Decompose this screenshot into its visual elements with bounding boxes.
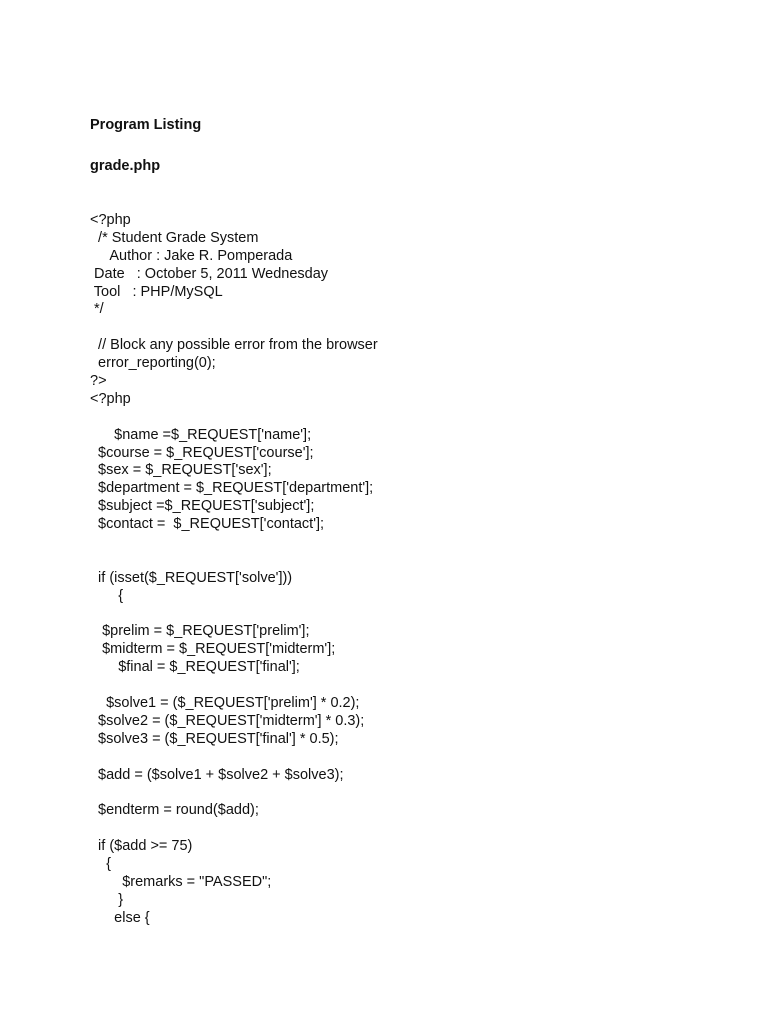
code-line [90, 677, 378, 695]
code-line: $name =$_REQUEST['name']; [90, 426, 312, 443]
code-line: } [90, 891, 124, 908]
code-line [90, 552, 378, 570]
code-line: $endterm = round($add); [90, 802, 259, 819]
code-line [90, 606, 378, 624]
code-line: if ($add >= 75) [90, 838, 193, 855]
code-line: Tool : PHP/MySQL [90, 283, 223, 300]
code-line: /* Student Grade System [90, 229, 259, 246]
page-title: Program Listing [90, 117, 202, 133]
code-line: error_reporting(0); [90, 355, 216, 372]
code-line: <?php [90, 212, 131, 228]
code-line [90, 785, 378, 803]
code-line: { [90, 587, 124, 604]
code-line: if (isset($_REQUEST['solve'])) [90, 569, 293, 586]
code-line: $prelim = $_REQUEST['prelim']; [90, 623, 310, 640]
code-line: $remarks = "PASSED"; [90, 873, 272, 890]
code-line: <?php [90, 390, 131, 407]
code-line: $add = ($solve1 + $solve2 + $solve3); [90, 766, 344, 783]
code-line [90, 749, 378, 767]
code-line: Author : Jake R. Pomperada [90, 247, 293, 264]
code-line: { [90, 856, 111, 873]
code-line: $department = $_REQUEST['department']; [90, 480, 374, 497]
code-line [90, 319, 378, 337]
code-line: $midterm = $_REQUEST['midterm']; [90, 641, 336, 658]
code-line [90, 409, 378, 427]
code-line: else { [90, 909, 150, 926]
code-line: Date : October 5, 2011 Wednesday [90, 265, 329, 282]
code-line: $final = $_REQUEST['final']; [90, 659, 300, 676]
code-line: */ [90, 301, 104, 318]
code-line: $solve2 = ($_REQUEST['midterm'] * 0.3); [90, 712, 365, 729]
code-line: $solve3 = ($_REQUEST['final'] * 0.5); [90, 730, 339, 747]
code-line: $sex = $_REQUEST['sex']; [90, 462, 272, 479]
code-line: // Block any possible error from the browser [90, 337, 378, 354]
code-line: $subject =$_REQUEST['subject']; [90, 498, 315, 515]
code-line [90, 820, 378, 838]
code-line: $course = $_REQUEST['course']; [90, 444, 314, 461]
code-listing [90, 212, 378, 928]
code-line: ?> [90, 373, 107, 390]
file-name-heading: grade.php [90, 158, 161, 174]
code-line: $solve1 = ($_REQUEST['prelim'] * 0.2); [90, 695, 360, 712]
code-line [90, 534, 378, 552]
code-line: $contact = $_REQUEST['contact']; [90, 516, 325, 533]
